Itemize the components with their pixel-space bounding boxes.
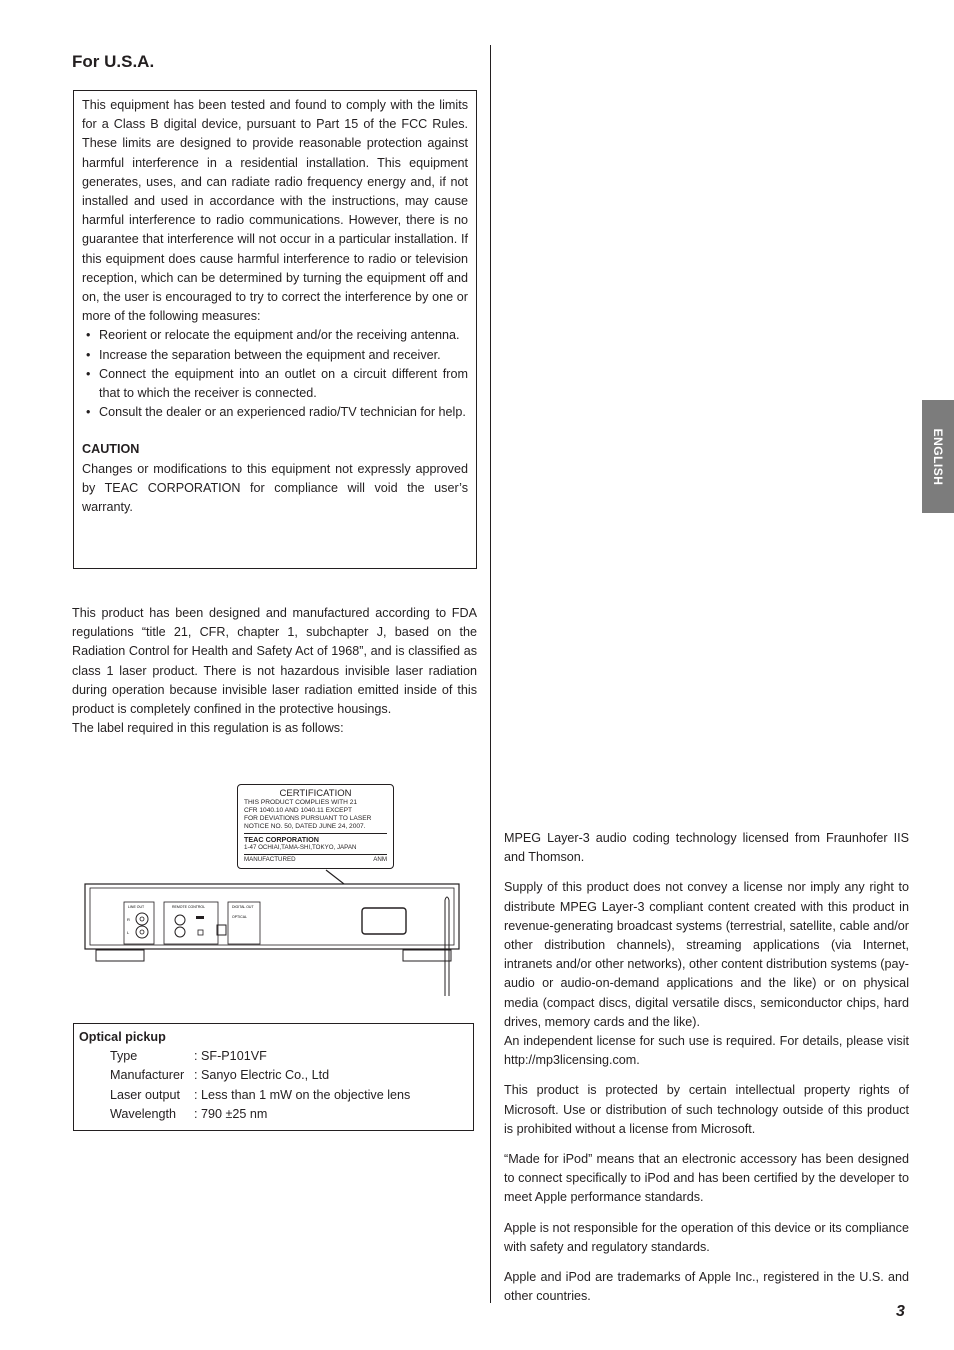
cert-title: CERTIFICATION <box>279 788 352 799</box>
fcc-paragraph: This equipment has been tested and found to comply with the limits for a Class B digital device, pursuant to Part 15 of the FCC Rules. These limits are designed to provide reasonable protection against harmful interference in a residential installation. This equipment generates, uses, and can radiate radio frequency energy and, if not installed and used in accordance with the instructions, may cause harmful interference to radio communications. However, there is no guarantee that interference will not occur in a particular installation. If this equipment does cause harmful interference to radio or television reception, which can be determined by turning the equipment off and on, the user is encouraged to try to correct the interference by one or more of the following measures: <box>82 98 468 324</box>
spec-row <box>79 1105 465 1124</box>
fcc-notice-box <box>73 90 477 569</box>
made-for-ipod-paragraph: “Made for iPod” means that an electronic accessory has been designed to connect specifically to iPod and has been certified by the developer to meet Apple performance standards. <box>504 1152 909 1205</box>
fcc-measures-list <box>82 326 468 422</box>
mpeg-license-paragraph: MPEG Layer-3 audio coding technology licensed from Fraunhofer IIS and Thomson. <box>504 831 909 865</box>
label-location-marker <box>362 908 406 934</box>
r-text: R <box>127 917 130 922</box>
cert-corporation: TEAC CORPORATION <box>244 833 387 844</box>
device-foot-left <box>96 950 144 961</box>
spec-key: Laser output <box>110 1087 181 1102</box>
spec-value: : Less than 1 mW on the objective lens <box>194 1087 411 1102</box>
column-divider <box>490 45 491 1303</box>
remote-switch <box>196 916 204 919</box>
spec-value: : Sanyo Electric Co., Ltd <box>194 1068 330 1083</box>
spec-value: : SF-P101VF <box>194 1049 267 1064</box>
device-rear-panel-illustration <box>80 860 470 1000</box>
license-notices <box>504 829 909 1317</box>
device-foot-right <box>403 950 451 961</box>
cert-manufactured: MANUFACTURED <box>244 856 296 863</box>
certification-label <box>237 784 394 869</box>
mpeg-independent-license-paragraph: An independent license for such use is required. For details, please visit http://mp3licensing.com. <box>504 1034 909 1068</box>
list-item: • Connect the equipment into an outlet on a circuit different from that to which the receiver is connected. <box>82 365 468 403</box>
list-item: • Increase the separation between the equipment and receiver. <box>82 346 468 365</box>
digital-out-text: DIGITAL OUT <box>232 905 254 909</box>
cert-body: THIS PRODUCT COMPLIES WITH 21 CFR 1040.10 AND 1040.11 EXCEPT FOR DEVIATIONS PURSUANT TO LASER NOTICE NO. 50, DATED JUNE 24, 2007. <box>244 799 372 830</box>
fda-label-note: The label required in this regulation is as follows: <box>72 721 344 736</box>
spec-key: Wavelength <box>110 1106 177 1121</box>
fda-paragraph: This product has been designed and manufactured according to FDA regulations “title 21, CFR, chapter 1, subchapter J, based on the Radiation Control for Health and Safety Act of 1968”, and is classified as class 1 laser product. There is not hazardous invisible laser radiation during operation because invisible laser radiation emitted inside of this product is completely confined in the protective housings. <box>72 606 477 717</box>
remote-text: REMOTE CONTROL <box>172 905 206 909</box>
language-tab <box>922 400 954 513</box>
section-heading: For U.S.A. <box>72 52 155 71</box>
caution-text: Changes or modifications to this equipment not expressly approved by TEAC CORPORATION for compliance will void the user’s warranty. <box>82 461 468 515</box>
cert-code: ANM <box>373 856 387 863</box>
spec-key: Type <box>110 1049 138 1064</box>
list-item: • Consult the dealer or an experienced radio/TV technician for help. <box>82 403 468 422</box>
optical-text: OPTICAL <box>232 915 247 919</box>
page-number: 3 <box>896 1303 905 1320</box>
microsoft-paragraph: This product is protected by certain intellectual property rights of Microsoft. Use or distribution of such technology outside of this product is prohibited without a license from Microsoft. <box>504 1083 909 1136</box>
l-text: L <box>127 930 130 935</box>
spec-key: Manufacturer <box>110 1068 185 1083</box>
language-tab-label: ENGLISH <box>931 428 945 485</box>
apple-trademark-paragraph: Apple and iPod are trademarks of Apple Inc., registered in the U.S. and other countries. <box>504 1270 909 1304</box>
caution-heading: CAUTION <box>82 442 140 457</box>
mpeg-distribution-paragraph: Supply of this product does not convey a license nor imply any right to distribute MPEG Layer-3 compliant content created with this product in revenue-generating broadcast systems (terrestrial, satellite, cable and/or other distribution channels), streaming applications (via Internet, intranets and/or other networks), other content distribution systems (pay-audio or audio-on-demand applications and the like) or on physical media (compact discs, digital versatile discs, semiconductor chips, hard drives, memory cards and the like). <box>504 880 909 1029</box>
cert-address: 1-47 OCHIAI,TAMA-SHI,TOKYO, JAPAN <box>244 844 357 851</box>
spec-value: : 790 ±25 nm <box>194 1106 268 1121</box>
apple-responsibility-paragraph: Apple is not responsible for the operation of this device or its compliance with safety and regulatory standards. <box>504 1220 909 1254</box>
pickup-title: Optical pickup <box>79 1030 166 1044</box>
optical-pickup-box <box>73 1023 474 1131</box>
spec-row <box>79 1066 465 1085</box>
fda-notice <box>72 604 477 738</box>
spec-row <box>79 1047 465 1066</box>
list-item: • Reorient or relocate the equipment and/or the receiving antenna. <box>82 326 468 345</box>
spec-row <box>79 1086 465 1105</box>
line-out-text: LINE OUT <box>128 905 145 909</box>
